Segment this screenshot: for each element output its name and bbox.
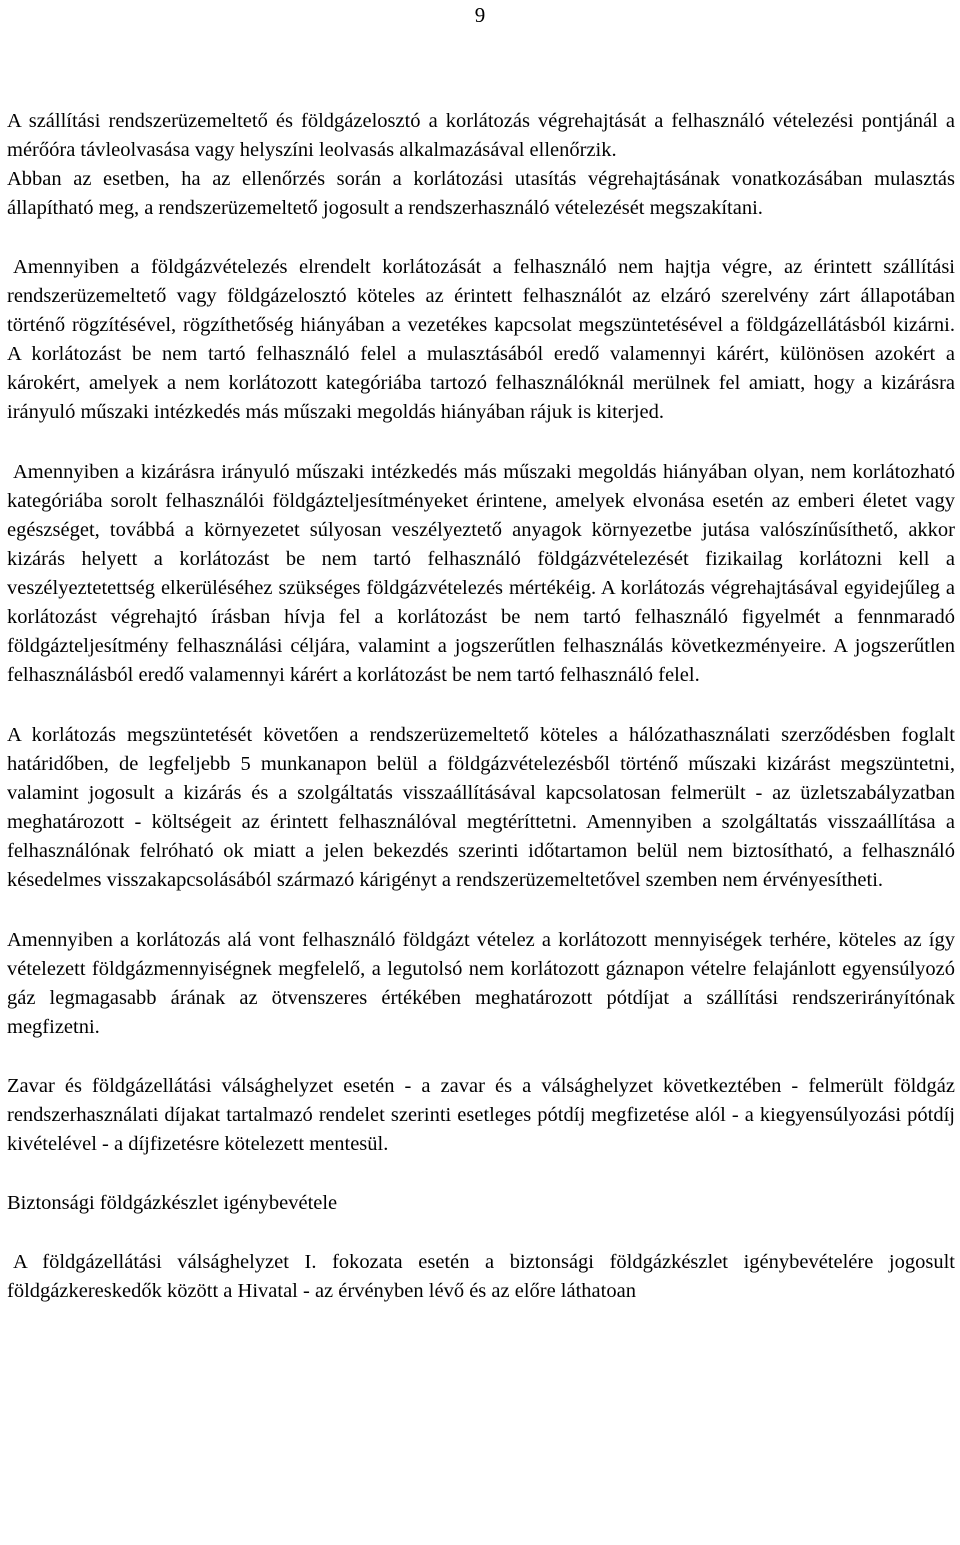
- page-number: 9: [474, 3, 486, 27]
- paragraph-crisis-exemption: Zavar és földgázellátási válsághelyzet esetén - a zavar és a válsághelyzet következtében - felmerült földgáz rendszerhasználati díjakat tartalmazó rendelet szerinti esetleges pótdíj megfizetése alól - a kiegyensúlyozási pótdíj kivételével - a díjfizetésre kötelezett mentesül.: [7, 1075, 955, 1155]
- paragraph-restoration: A korlátozás megszüntetését követően a rendszerüzemeltető köteles a hálózathasználati szerződésben foglalt határidőben, de legfeljebb 5 munkanapon belül a földgázvételezésből történő műszaki kizárást megszüntetni, valamint jogosult a kizárás és a szolgáltatás visszaállításával kapcsolatosan felmerült - az üzletszabályzatban meghatározott - költségeit az érintett felhasználóval megtéríttetni. Amennyiben a szolgáltatás visszaállítása a felhasználónak felróható ok miatt a jelen bekezdés szerinti időtartamon belül nem biztosítható, a felhasználó késedelmes visszakapcsolásából származó kárigényt a rendszerüzemeltetővel szemben nem érvényesítheti.: [7, 724, 955, 891]
- paragraph-surcharge: Amennyiben a korlátozás alá vont felhasználó földgázt vételez a korlátozott mennyiségek terhére, köteles az így vételezett földgázmennyiségnek megfelelő, a legutolsó nem korlátozott gáznapon vételre felajánlott egyensúlyozó gáz legmagasabb árának az ötvenszeres értékében meghatározott pótdíjat a szállítási rendszerirányítónak megfizetni.: [7, 929, 955, 1038]
- document-body: [7, 107, 955, 1306]
- paragraph-monitoring: A szállítási rendszerüzemeltető és földgázelosztó a korlátozás végrehajtását a felhasználó vételezési pontjánál a mérőóra távleolvasása vagy helyszíni leolvasás alkalmazásával ellenőrzik.: [7, 110, 955, 161]
- section-heading: Biztonsági földgázkészlet igénybevétele: [7, 1192, 338, 1214]
- paragraph-physical-limitation: Amennyiben a kizárásra irányuló műszaki intézkedés más műszaki megoldás hiányában olyan, nem korlátozható kategóriába sorolt felhasználói földgázteljesítményeket érintene, amelyek elvonása esetén az emberi életet vagy egészséget, továbbá a környezetet súlyosan veszélyeztető anyagok környezetbe jutása valószínűsíthető, akkor kizárás helyett a korlátozást be nem tartó felhasználó földgázvételezését fizikailag korlátozni kell a veszélyeztetettség elkerüléséhez szükséges földgázvételezés mértékéig. A korlátozás végrehajtásával egyidejűleg a korlátozást végrehajtó írásban hívja fel a korlátozást be nem tartó felhasználó figyelmét a fennmaradó földgázteljesítmény felhasználási céljára, valamint a jogszerűtlen felhasználás következményeire. A jogszerűtlen felhasználásból eredő valamennyi kárért a korlátozást be nem tartó felhasználó felel.: [7, 461, 955, 686]
- paragraph-security-stock: A földgázellátási válsághelyzet I. fokozata esetén a biztonsági földgázkészlet igénybevételére jogosult földgázkereskedők között a Hivatal - az érvényben lévő és az előre láthatoan: [7, 1251, 955, 1302]
- paragraph-interruption: Abban az esetben, ha az ellenőrzés során a korlátozási utasítás végrehajtásának vonatkozásában mulasztás állapítható meg, a rendszerüzemeltető jogosult a rendszerhasználó vételezését megszakítani.: [7, 168, 955, 219]
- paragraph-exclusion: Amennyiben a földgázvételezés elrendelt korlátozását a felhasználó nem hajtja végre, az érintett szállítási rendszerüzemeltető vagy földgázelosztó köteles az érintett felhasználót az elzáró szerelvény zárt állapotában történő rögzítésével, rögzíthetőség hiányában a vezetékes kapcsolat megszüntetésével a földgázellátásból kizárni. A korlátozást be nem tartó felhasználó felel a mulasztásából eredő valamennyi kárért, különösen azokért a károkért, amelyek a nem korlátozott kategóriába tartozó felhasználóknál merülnek fel amiatt, hogy a kizárásra irányuló műszaki intézkedés más műszaki megoldás hiányában rájuk is kiterjed.: [7, 256, 955, 423]
